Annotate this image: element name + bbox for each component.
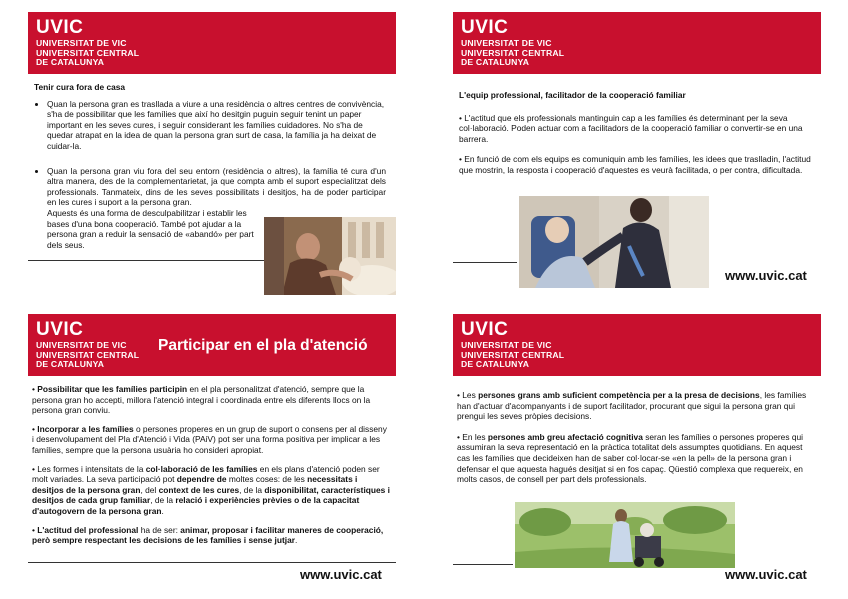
bullet-item: • Quan la persona gran viu fora del seu entorn (residència o altres), la família té cura d'un altra manera, des de la complementarietat, ja que compta amb el suport especialitzat dels professionals. Tanmateix, dins de les seves possibilitats i desitjos, ha de poder participar en les cures i suport a la persona gran. bbox=[47, 166, 386, 208]
university-name: UNIVERSITAT DE VIC UNIVERSITAT CENTRAL DE CATALUNYA bbox=[461, 38, 565, 68]
slide-title: Participar en el pla d'atenció bbox=[158, 337, 368, 354]
paragraph: • Les persones grans amb suficient competència per a la presa de decisions, les famílies han d'actuar d'acompanyants i de suport facilitador, procurant que sigui la persona gran qui prengui les seves pròpies decisions. bbox=[457, 390, 807, 422]
paragraph: • L'actitud que els professionals mantinguin cap a les famílies és determinant per la seva col·laboració. Poden actuar com a facilitadors de la cooperació familiar o convertir-se en una barrera. bbox=[459, 112, 803, 144]
slide-header bbox=[28, 314, 396, 376]
slide-body bbox=[32, 384, 390, 546]
photo-elder-care bbox=[264, 217, 396, 295]
paragraph: • Les formes i intensitats de la col·laboració de les famílies en els plans d'atenció poden ser molt variades. La seva participació pot dependre de moltes coses: de les necessitats i desitjos de la persona gran, del context de les cures, de la disponibilitat, característiques i desitjos de cada grup familiar, de la relació i experiències prèvies o de la capacitat d'autogovern de la persona gran. bbox=[32, 463, 390, 516]
slide-header bbox=[453, 314, 821, 376]
slide-body bbox=[457, 390, 815, 493]
paragraph: • En les persones amb greu afectació cognitiva seran les famílies o persones properes qui assumiran la seva representació en la pràctica totalitat dels assumptes quotidians. En aquest cas les famílies que decideixen han de saber col·locar-se «en la pell» de la persona gran i defensar el que aquesta hagués desitjat si en fos capaç. Qüestió complexa que requereix, en molts casos, de consell per part dels professionals. bbox=[457, 431, 804, 485]
uvic-logo: UVIC bbox=[36, 17, 84, 38]
paragraph: • Possibilitar que les famílies participin en el pla personalitzat d'atenció, sempre que la persona gran ho accepti, millora l'atenció integral i coordinada entre els diferents llocs on la persona gran conviu. bbox=[32, 384, 371, 416]
bullet-continuation: Aquests és una forma de desculpabilitzar i establir les bases d'una bona cooperació. També pot ajudar a la persona gran a reduir la sensació de «abandó» per part dels seus. bbox=[47, 207, 254, 250]
uvic-logo: UVIC bbox=[461, 319, 509, 340]
slide-subtitle: L'equip professional, facilitador de la cooperació familiar bbox=[459, 90, 686, 100]
slide-3 bbox=[28, 314, 396, 592]
slide-header bbox=[28, 12, 396, 74]
slide-header bbox=[453, 12, 821, 74]
slide-1 bbox=[28, 12, 396, 297]
slide-2 bbox=[453, 12, 821, 297]
paragraph: • L'actitud del professional ha de ser: animar, proposar i facilitar maneres de cooperació, però sempre respectant les decisions de les famílies i sense jutjar. bbox=[32, 524, 384, 546]
university-name: UNIVERSITAT DE VIC UNIVERSITAT CENTRAL DE CATALUNYA bbox=[36, 340, 140, 370]
uvic-logo: UVIC bbox=[36, 319, 84, 340]
uvic-logo: UVIC bbox=[461, 17, 509, 38]
bullet-item: • Quan la persona gran es trasllada a viure a una residència o altres centres de convivència, s'ha de possibilitar que les famílies que així ho desitgin puguin seguir tenint un paper important en les seves cures, i seguir considerant les famílies cuidadores. No s'ha de quedar atrapat en la idea de quan la persona gran surt de casa, la família ja ha deixat de cuidar-la. bbox=[47, 99, 386, 152]
photo-professional-helping bbox=[519, 196, 709, 288]
paragraph: • En funció de com els equips es comuniquin amb les famílies, les idees que traslladin, l'actitud que mostrin, la resposta i cooperació d'aquestes es veurà facilitada, o per contra, dificultada. bbox=[459, 154, 811, 175]
slide-4 bbox=[453, 314, 821, 592]
slide-divider bbox=[28, 562, 396, 563]
slide-subtitle: Tenir cura fora de casa bbox=[34, 82, 126, 92]
footer-url: www.uvic.cat bbox=[300, 567, 382, 582]
slide-divider bbox=[453, 262, 517, 263]
slide-divider bbox=[453, 564, 513, 565]
university-name: UNIVERSITAT DE VIC UNIVERSITAT CENTRAL DE CATALUNYA bbox=[36, 38, 140, 68]
paragraph: • Incorporar a les famílies o persones properes en un grup de suport o consens per al disseny i desenvolupament del Pla d'Atenció i Vida (PAiV) pot ser una forma positiva per implicar a les famílies, sempre que la persona usuària ho consideri apropiat. bbox=[32, 423, 387, 455]
photo-walk-park bbox=[515, 502, 735, 568]
university-name: UNIVERSITAT DE VIC UNIVERSITAT CENTRAL DE CATALUNYA bbox=[461, 340, 565, 370]
footer-url: www.uvic.cat bbox=[725, 567, 807, 582]
footer-url: www.uvic.cat bbox=[725, 268, 807, 283]
slide-body bbox=[459, 90, 815, 184]
